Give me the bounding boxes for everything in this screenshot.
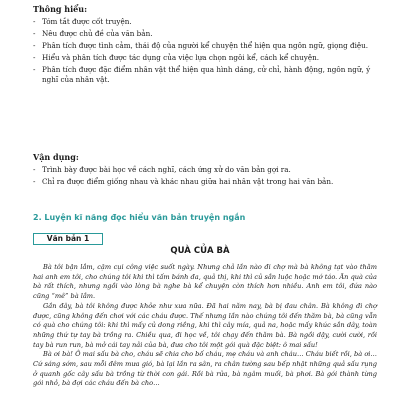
van-dung-heading: Vận dụng: [33, 152, 79, 162]
bullet-dash: - [33, 165, 36, 174]
list-item: - Trình bày được bài học về cách nghĩ, cách ứng xử do văn bản gợi ra. [33, 165, 291, 174]
thong-hieu-heading: Thông hiểu: [33, 4, 88, 14]
list-item: - Nêu được chủ đề của văn bản. [33, 28, 153, 38]
list-item: - Hiểu và phân tích được tác dụng của việc lựa chọn ngôi kể, cách kể chuyện. [33, 52, 320, 62]
list-item: - Tóm tắt được cốt truyện. [33, 17, 132, 26]
story-body [33, 263, 377, 389]
story-paragraph: Bà ơi bà! Ô mai sấu bà cho, cháu sẽ chia cho bố cháu, mẹ cháu và anh cháu… Cháu biết rồi, bà ơi… Cứ sáng sớm, sau mỗi đêm mưa gió, bà lại lần ra sân, ra chân tường sau bếp nhặt những quả sấu rụng ở quanh gốc cây sấu bà trồng từ thời con gái. Rồi bà rửa, bà ngâm muối, bà phơi. Bà gói thành từng gói nhỏ, bà đợi các cháu đến bà cho… [33, 350, 377, 388]
bullet-dash: - [33, 176, 36, 186]
list-item: - Phân tích được đặc điểm nhân vật thể hiện qua hình dáng, cử chỉ, hành động, ngôn ngữ, ý nghĩ của nhân vật. [33, 64, 371, 84]
section-title: 2. Luyện kĩ năng đọc hiểu văn bản truyện ngắn [33, 213, 246, 222]
story-title: QUÀ CỦA BÀ [170, 246, 230, 256]
bullet-dash: - [33, 17, 36, 26]
list-item: - Chỉ ra được điểm giống nhau và khác nhau giữa hai nhân vật trong hai văn bản. [33, 176, 334, 186]
list-item: - Phân tích được tình cảm, thái độ của người kể chuyện thể hiện qua ngôn ngữ, giọng điệu. [33, 40, 369, 50]
bullet-dash: - [33, 40, 36, 50]
bullet-dash: - [33, 28, 36, 38]
story-paragraph: Bà tôi bận lắm, cặm cụi công việc suốt ngày. Nhưng chả lần nào đi chợ mà bà không tạt vào thăm hai anh em tôi, cho chúng tôi khi thì tấm bánh đa, quả thị, khi thì củ sắn luộc hoặc mớ táo. Ăn quà của bà rất thích, nhưng ngồi vào lòng bà nghe bà kể chuyện còn thích hơn nhiều. Anh em tôi, đứa nào cũng “mê” bà lắm. [33, 263, 377, 301]
story-paragraph: Gần đây, bà tôi không được khỏe như xưa nữa. Đã hai năm nay, bà bị đau chân. Bà không đi chợ được, cũng không đến chơi với các cháu được. Thế nhưng lần nào chúng tôi đến thăm bà, bà cũng vẫn có quà cho chúng tôi: khi thì mấy củ dong riềng, khi thì cây mía, quả na, hoặc mấy khúc sắn dây, toàn những thứ tự tay bà trồng ra. Chiều qua, đi học về, tôi chạy đến thăm bà. Bà ngồi dậy, cười cười, rồi tay bà run run, bà mở cái tay nải của bà, đưa cho tôi một gói quà đặc biệt: ô mai sấu! [33, 301, 377, 349]
van-dung-list [33, 165, 373, 189]
bullet-dash: - [33, 52, 36, 62]
thong-hieu-list [33, 17, 373, 87]
text-box-label: Văn bản 1 [33, 233, 103, 245]
bullet-dash: - [33, 64, 36, 74]
